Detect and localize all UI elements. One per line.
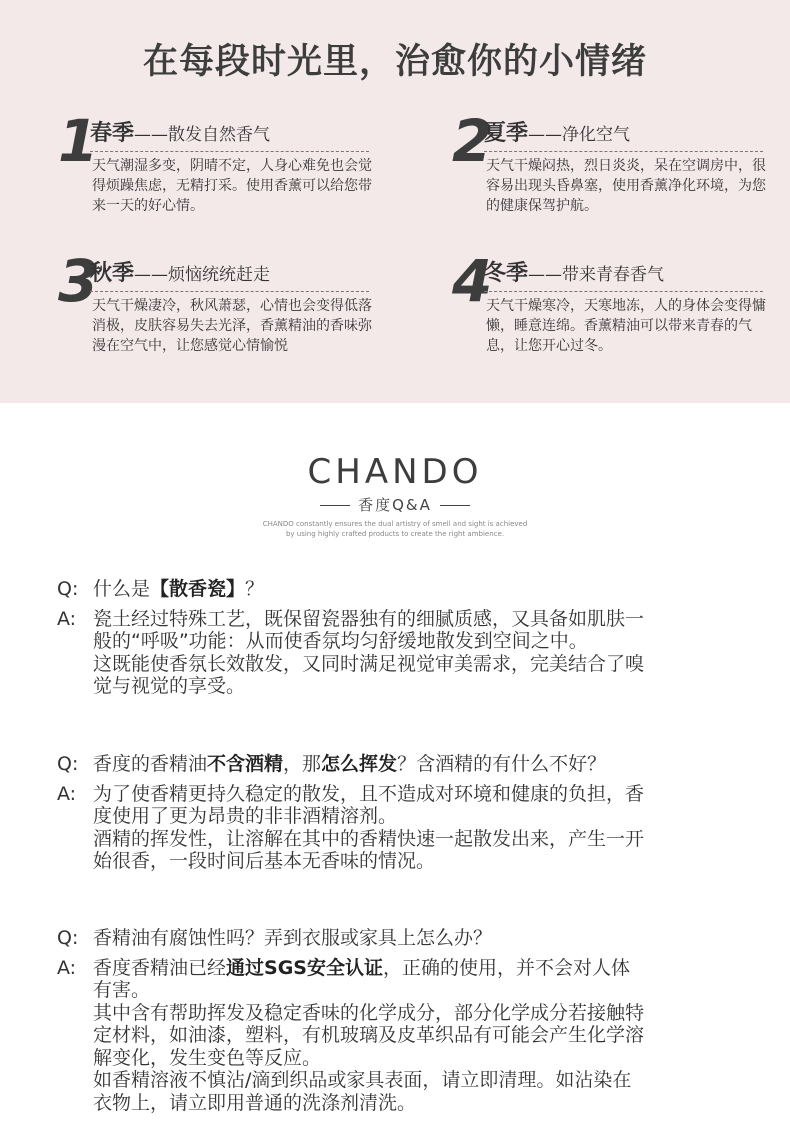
answer-line: 始很香，一段时间后基本无香味的情况。: [93, 850, 436, 872]
season-number: 3: [58, 247, 99, 315]
answer-line: 定材料，如油漆，塑料，有机玻璃及皮革织品有可能会产生化学溶: [93, 1024, 645, 1046]
question-bold: 【散香瓷】: [150, 578, 246, 600]
faq-answer: [57, 608, 747, 698]
answer-tag: A:: [57, 956, 77, 979]
faq-item: [57, 927, 747, 1114]
season-winter: [452, 247, 772, 380]
answer-tag: A:: [57, 782, 77, 805]
season-title: 春季: [90, 121, 135, 146]
season-number: 1: [58, 107, 99, 175]
season-heading: [90, 120, 270, 149]
question-bold: 怎么挥发: [321, 753, 398, 775]
season-spring: [58, 107, 378, 240]
season-subtitle: 散发自然香气: [168, 125, 271, 145]
qa-label-text: 香度Q&A: [358, 496, 432, 514]
answer-text: ，正确的使用，并不会对人体: [382, 956, 630, 979]
answer-line: 为了使香精更持久稳定的散发，且不造成对环境和健康的负担，香: [93, 782, 645, 805]
season-number: 2: [452, 107, 493, 175]
answer-line: 般的“呼吸”功能：从而使香氛均匀舒缓地散发到空间之中。: [93, 630, 588, 652]
faq-answer: [57, 783, 747, 873]
answer-text: 香度香精油已经: [93, 956, 227, 979]
faq-item: [57, 578, 747, 698]
divider: [440, 505, 470, 506]
question-tag: Q:: [57, 753, 79, 775]
divider: [90, 291, 369, 292]
answer-line: 解变化，发生变色等反应。: [93, 1046, 322, 1069]
season-description: 天气干燥闷热，烈日炎炎，呆在空调房中，很容易出现头昏鼻塞，使用香薰净化环境，为您的健康保驾护航。: [486, 158, 766, 214]
seasons-banner: [0, 0, 790, 403]
season-subtitle: 烦恼统统赶走: [168, 265, 271, 285]
divider: [320, 505, 350, 506]
answer-line: 这既能使香氛长效散发，又同时满足视觉审美需求，完美结合了嗅: [93, 652, 645, 675]
faq-item: [57, 753, 747, 873]
season-number: 4: [452, 247, 493, 315]
divider: [484, 151, 763, 152]
season-title: 冬季: [484, 261, 529, 286]
season-dash: ——: [528, 265, 563, 285]
brand-tagline: [0, 519, 790, 539]
answer-line: 度使用了更为昂贵的非非酒精溶剂。: [93, 805, 398, 827]
answer-line: 酒精的挥发性，让溶解在其中的香精快速一起散发出来，产生一开: [93, 827, 645, 850]
question-text: 香度的香精油: [93, 753, 208, 775]
season-title: 夏季: [484, 121, 529, 146]
question-text: ？含酒精的有什么不好？: [397, 753, 607, 775]
brand-logo: CHANDO: [307, 452, 483, 492]
answer-line: 瓷土经过特殊工艺，既保留瓷器独有的细腻质感，又具备如肌肤一: [93, 607, 645, 630]
page-title: 在每段时光里，治愈你的小情绪: [142, 42, 647, 82]
answer-line: 有害。: [93, 979, 151, 1001]
faq-question: [57, 753, 747, 776]
answer-line: 如香精溶液不慎沾/滴到织品或家具表面，请立即清理。如沾染在: [93, 1069, 632, 1091]
question-bold: 不含酒精: [207, 753, 284, 775]
tagline-line: CHANDO constantly ensures the dual artistry of smell and sight is achieved: [262, 520, 528, 528]
question-tag: Q:: [57, 927, 79, 949]
season-autumn: [58, 247, 378, 380]
answer-line: 其中含有帮助挥发及稳定香味的化学成分，部分化学成分若接触特: [93, 1001, 645, 1024]
answer-line: 衣物上，请立即用普通的洗涤剂清洗。: [93, 1091, 417, 1114]
question-text: ，那: [283, 753, 322, 775]
answer-bold: 通过SGS安全认证: [226, 956, 383, 979]
season-dash: ——: [134, 125, 169, 145]
question-text: 什么是: [93, 578, 151, 600]
season-description: 天气潮湿多变，阴晴不定，人身心难免也会觉得烦躁焦虑，无精打采。使用香薰可以给您带来一天的好心情。: [92, 158, 372, 214]
answer-line: [93, 957, 747, 980]
tagline-line: by using highly crafted products to create the right ambience.: [285, 530, 505, 538]
divider: [484, 291, 763, 292]
question-text: ？: [245, 578, 265, 600]
answer-line: 觉与视觉的享受。: [93, 675, 246, 697]
faq-answer: [57, 957, 747, 1115]
season-dash: ——: [134, 265, 169, 285]
question-tag: Q:: [57, 578, 79, 600]
faq-question: [57, 578, 747, 601]
season-description: 天气干燥寒冷，天寒地冻，人的身体会变得慵懒，睡意连绵。香薰精油可以带来青春的气息，让您开心过冬。: [486, 298, 766, 354]
question-text: 香精油有腐蚀性吗？弄到衣服或家具上怎么办？: [93, 927, 493, 949]
season-subtitle: 带来青春香气: [562, 265, 665, 285]
divider: [90, 151, 369, 152]
answer-tag: A:: [57, 607, 77, 630]
season-title: 秋季: [90, 261, 135, 286]
season-dash: ——: [528, 125, 563, 145]
season-heading: [90, 260, 270, 289]
season-subtitle: 净化空气: [562, 125, 631, 145]
season-summer: [452, 107, 772, 240]
season-heading: [484, 260, 664, 289]
qa-label: [0, 494, 790, 515]
faq-question: [57, 927, 747, 950]
season-heading: [484, 120, 630, 149]
season-description: 天气干燥凄冷，秋风萧瑟，心情也会变得低落消极，皮肤容易失去光泽，香薰精油的香味弥漫在空气中，让您感觉心情愉悦: [92, 298, 372, 354]
